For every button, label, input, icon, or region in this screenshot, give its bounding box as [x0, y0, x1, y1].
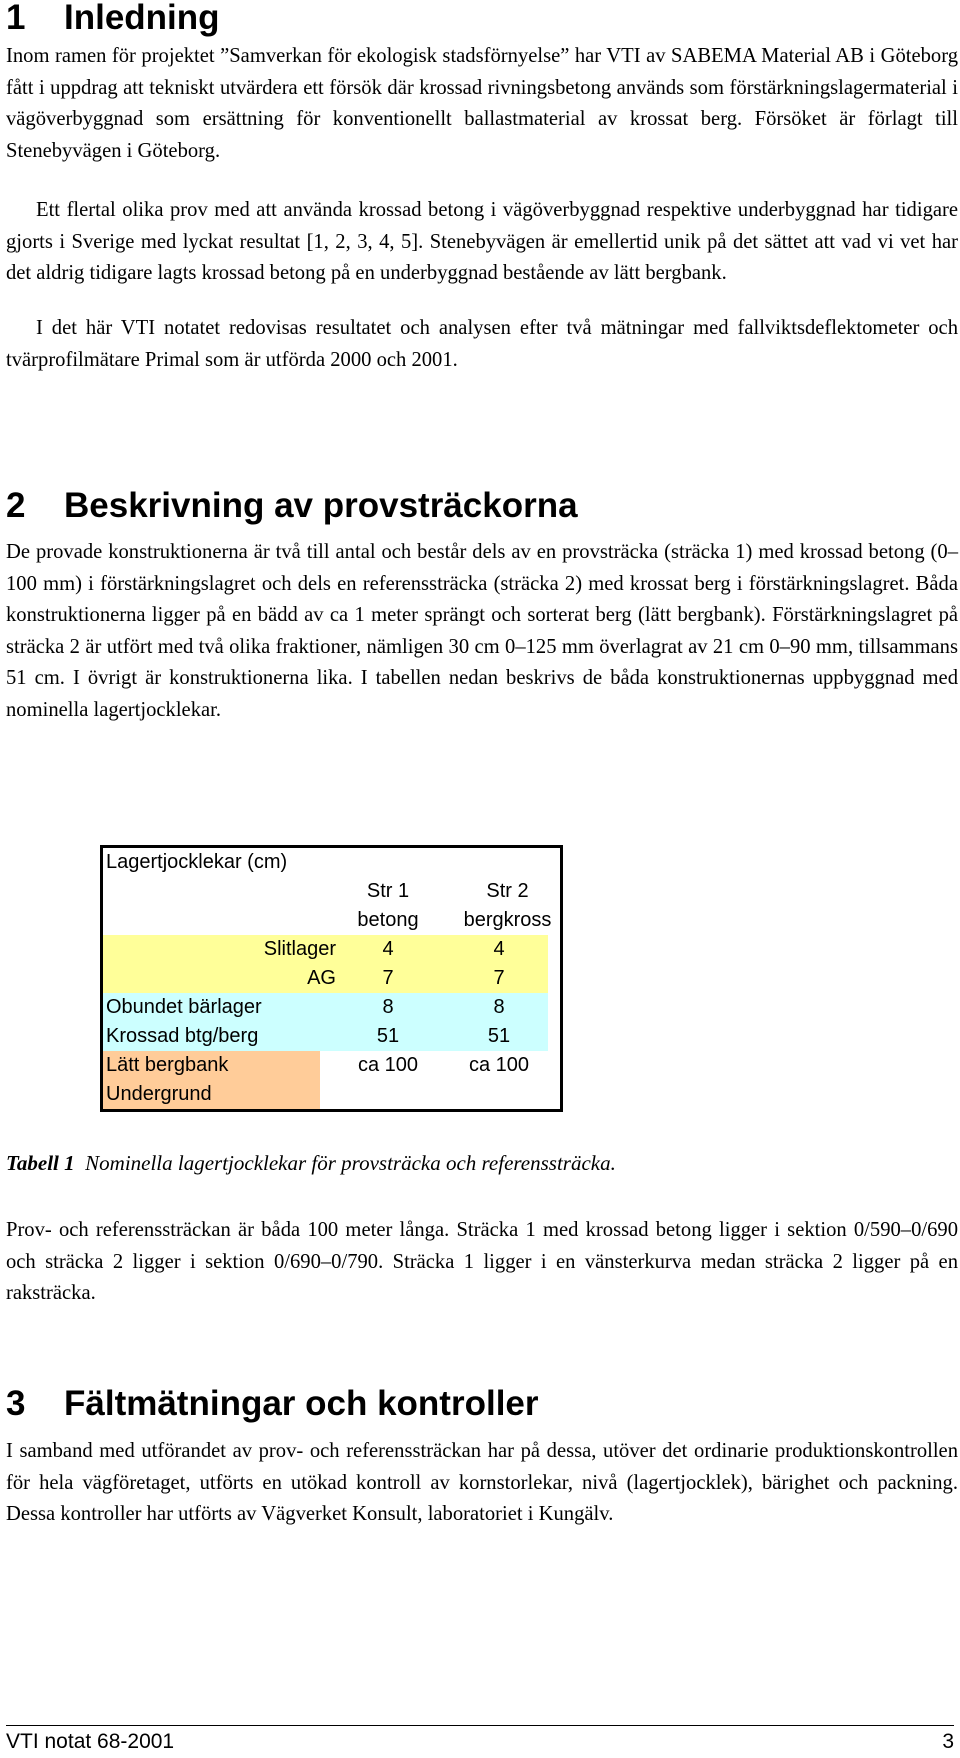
section-2-number: 2 [6, 486, 26, 525]
row-label: Lätt bergbank [103, 1051, 320, 1080]
section-3-number: 3 [6, 1384, 26, 1423]
row-label: Slitlager [263, 938, 336, 960]
table-row [103, 1080, 560, 1109]
section-3-heading [6, 1384, 539, 1424]
table-header-row-2 [103, 906, 560, 935]
section-1-heading [6, 0, 220, 38]
row-str2: 51 [487, 1025, 511, 1047]
row-str2: 7 [493, 967, 505, 989]
table-title: Lagertjocklekar (cm) [106, 851, 288, 873]
table-caption [6, 1148, 616, 1178]
row-str1: ca 100 [357, 1054, 419, 1076]
col1-header-line2: betong [357, 909, 419, 931]
page-footer [6, 1725, 954, 1756]
section-3-paragraph: I samband med utförandet av prov- och referenssträckan har på dessa, utöver det ordinarie produktionskontrollen för hela vägföretaget, utförts en utökad kontroll av kornstorlekar, nivå (lagertjocklek), bärighet och packning. Dessa kontroller har utförts av Vägverket Konsult, laboratoriet i Kungälv. [6, 1440, 958, 1525]
section-2-paragraph: De provade konstruktionerna är två till antal och består dels av en provsträcka (sträcka 1) med krossad betong (0–100 mm) i förstärkningslagret och dels en referenssträcka (sträcka 2) med krossat berg i förstärkningslagret. Båda konstruktionerna ligger på en bädd av ca 1 meter sprängt och sorterat berg (lätt bergbank). Förstärkningslagret på sträcka 2 är utfört med två olika fraktioner, nämligen 30 cm 0–125 mm överlagrat av 21 cm 0–90 mm, tillsammans 51 cm. I övrigt är konstruktionerna lika. I tabellen nedan beskrivs de båda konstruktionernas uppbyggnad med nominella lagertjocklekar. [6, 541, 958, 721]
col2-header-line1: Str 2 [486, 880, 529, 902]
row-label: Krossad btg/berg [106, 1025, 259, 1047]
section-3-title: Fältmätningar och kontroller [64, 1384, 539, 1423]
row-label: Undergrund [103, 1080, 320, 1109]
col2-header-line2: bergkross [463, 909, 552, 931]
row-label: AG [307, 967, 336, 989]
caption-text: Nominella lagertjocklekar för provsträcka och referenssträcka. [85, 1151, 616, 1175]
section-2-heading [6, 486, 578, 526]
row-label: Obundet bärlager [106, 996, 262, 1018]
section-1-paragraph-3: I det här VTI notatet redovisas resultatet och analysen efter två mätningar med fallviktsdeflektometer och tvärprofilmätare Primal som är utförda 2000 och 2001. [6, 317, 958, 371]
section-2-after-paragraph: Prov- och referenssträckan är båda 100 meter långa. Sträcka 1 med krossad betong ligger i sektion 0/590–0/690 och sträcka 2 ligger i sektion 0/690–0/790. Sträcka 1 ligger i en vänsterkurva medan sträcka 2 ligger på en raksträcka. [6, 1219, 958, 1304]
layer-thickness-table [100, 845, 563, 1112]
row-str2: 8 [493, 996, 505, 1018]
row-str1: 7 [382, 967, 394, 989]
section-1-paragraph-2: Ett flertal olika prov med att använda krossad betong i vägöverbyggnad respektive underbyggnad har tidigare gjorts i Sverige med lyckat resultat [1, 2, 3, 4, 5]. Stenebyvägen är emellertid unik på det sättet att vad vi vet har det aldrig tidigare lagts krossad betong på en underbyggnad bestående av lätt bergbank. [6, 199, 958, 284]
footer-report-id: VTI notat 68-2001 [6, 1730, 175, 1753]
table-header-row-1 [103, 877, 560, 906]
page-number: 3 [942, 1730, 954, 1753]
table-row [103, 1051, 560, 1080]
row-str2: 4 [493, 938, 505, 960]
section-1-paragraph-1: Inom ramen för projektet ”Samverkan för ekologisk stadsförnyelse” har VTI av SABEMA Material AB i Göteborg fått i uppdrag att tekniskt utvärdera ett försök där krossad rivningsbetong används som förstärkningslagermaterial i vägöverbyggnad som ersättning för konventionellt ballastmaterial av krossat berg. Försöket är förlagt till Stenebyvägen i Göteborg. [6, 45, 958, 162]
section-1-number: 1 [6, 0, 26, 37]
table-row [103, 935, 548, 964]
section-1-title: Inledning [64, 0, 220, 37]
row-str1: 4 [382, 938, 394, 960]
section-2-title: Beskrivning av provsträckorna [64, 486, 578, 525]
row-str1: 51 [376, 1025, 400, 1047]
row-str2: ca 100 [468, 1054, 530, 1076]
col1-header-line1: Str 1 [366, 880, 410, 902]
table-title-row [103, 848, 560, 877]
row-str1: 8 [382, 996, 394, 1018]
table-row [103, 993, 548, 1022]
table-row [103, 1022, 548, 1051]
caption-label: Tabell 1 [6, 1151, 75, 1175]
table-row [103, 964, 548, 993]
